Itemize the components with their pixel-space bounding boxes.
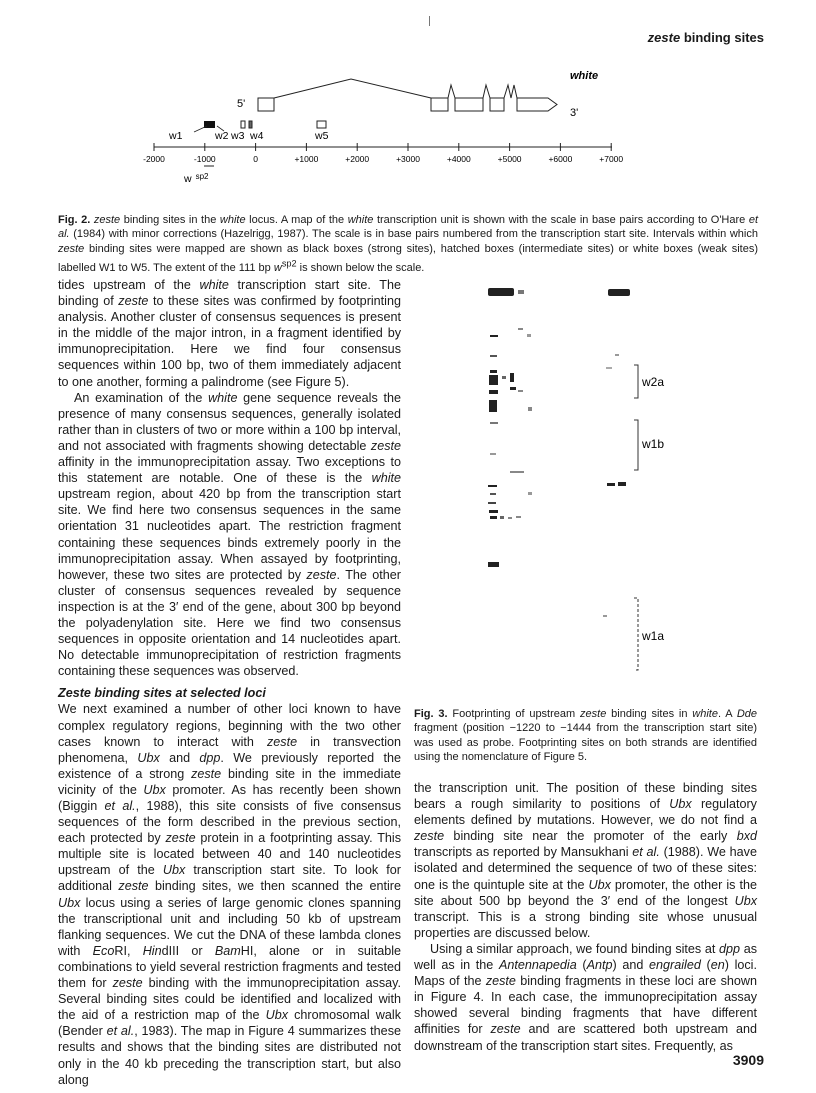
right-column bbox=[414, 780, 757, 1054]
gel-bands-left bbox=[488, 288, 532, 567]
scale-tick-label: -2000 bbox=[143, 154, 165, 164]
scale-tick-label: -1000 bbox=[193, 154, 216, 164]
bracket-w1a bbox=[634, 598, 638, 670]
paragraph: We next examined a number of other loci known to have complex regulatory regions, beginning with the two other cases known to interact with zeste in transvection phenomena, Ubx and dpp. We previously reported the existence of a strong zeste binding site in the immediate vicinity of the Ubx promoter. As has recently been shown (Biggin et al., 1988), this site consists of five consensus sequences of the form described in the previous section, each protected by zeste protein in a footprinting assay. This multiple site is located between 40 and 140 nucleotides upstream of the Ubx transcription start site. To look for additional zeste binding sites, we then scanned the entire Ubx locus using a series of large genomic clones spanning the transcriptional unit and including 50 kb of upstream flanking sequences. We cut the DNA of these lambda clones with EcoRI, HindIII or BamHI, alone or in suitable combinations to yield several restriction fragments and tested them for zeste binding with the immunoprecipitation assay. Several binding sites could be identified and localized with the aid of a restriction map of the Ubx chromosomal walk (Bender et al., 1983). The map in Figure 4 summarizes these results and shows that the binding sites are distributed not only in the 40 kb preceding the transcription start, but also along bbox=[58, 702, 402, 1087]
running-head bbox=[648, 30, 764, 45]
band-label-w1a: w1a bbox=[642, 629, 665, 643]
scan-mark bbox=[429, 16, 430, 26]
site-w2-box bbox=[210, 121, 215, 128]
allele-label-base: w bbox=[184, 173, 192, 185]
three-prime-label: 3' bbox=[570, 107, 579, 119]
site-label-w2: w2 bbox=[215, 130, 229, 142]
exon-4 bbox=[490, 98, 504, 111]
figure-2-svg bbox=[143, 62, 630, 192]
scale-tick-label: +2000 bbox=[345, 154, 370, 164]
site-label-w4: w4 bbox=[250, 130, 264, 142]
paragraph: tides upstream of the white transcription start site. The binding of zeste to these sites was confirmed by footprinting analysis. Another cluster of consensus sequences is present in the middle of the major intron, in a fragment identified by immunoprecipitation. Here we find four consensus sequences within 100 bp, two of them immediately adjacent to one another, forming a palindrome (see Figure 5). bbox=[58, 278, 402, 389]
figure-2-caption-label: Fig. 2. bbox=[58, 214, 91, 226]
allele-label-sup: sp2 bbox=[195, 172, 209, 181]
band-label-w2a: w2a bbox=[642, 375, 665, 389]
site-w4-box bbox=[249, 121, 252, 128]
figure-2-caption-text: zeste binding sites in the white locus. A map of the white transcription unit is shown with the scale in base pairs according to O'Hare et al. (1984) with minor corrections (Hazelrigg, 1987). The scale is in base pairs numbered from the transcription start site. Intervals within which zeste binding sites were mapped are shown as black boxes (strong sites), hatched boxes (intermediate sites) or white boxes (weak sites) labelled W1 to W5. The extent of the 111 bp $w^{sp2}$ is shown below the scale. bbox=[58, 214, 759, 274]
scale-tick-label: +6000 bbox=[548, 154, 573, 164]
figure-3-svg bbox=[470, 280, 700, 690]
five-prime-label: 5' bbox=[237, 98, 246, 110]
section-heading: Zeste binding sites at selected loci bbox=[58, 686, 266, 701]
exon-2 bbox=[431, 98, 448, 111]
figure-3-caption-label: Fig. 3. bbox=[414, 708, 448, 720]
site-w5-box bbox=[317, 121, 326, 128]
scale-tick-label: +1000 bbox=[294, 154, 319, 164]
exon-3 bbox=[455, 98, 483, 111]
scale-tick-label: 0 bbox=[253, 154, 258, 164]
site-label-w1: w1 bbox=[169, 130, 183, 142]
intron-small-2 bbox=[483, 85, 490, 98]
site-w3-box bbox=[241, 121, 245, 128]
exon-1 bbox=[258, 98, 274, 111]
intron-small-3 bbox=[504, 85, 517, 98]
page-number: 3909 bbox=[732, 1052, 764, 1068]
left-column bbox=[58, 277, 401, 1088]
gene-label: white bbox=[570, 70, 599, 82]
intron-line bbox=[274, 79, 431, 98]
scale-ticks bbox=[143, 143, 623, 164]
figure-3-caption bbox=[414, 707, 757, 764]
bracket-w1b bbox=[634, 420, 638, 470]
figure-3-gel bbox=[470, 280, 700, 690]
paragraph: Using a similar approach, we found binding sites at dpp as well as in the Antennapedia (Antp) and engrailed (en) loci. Maps of the zeste binding fragments in these loci are shown in Figure 4. In each case, the immunoprecipitation assay showed several binding fragments that have different affinities for zeste and are scattered both upstream and downstream of the transcription start sites. Frequently, as bbox=[414, 941, 757, 1053]
running-head-rest: binding sites bbox=[680, 30, 764, 45]
allele-label bbox=[183, 172, 209, 185]
band-label-w1b: w1b bbox=[642, 437, 665, 451]
exon-last-arrow bbox=[517, 98, 557, 111]
running-head-italic: zeste bbox=[647, 30, 681, 45]
scale-tick-label: +5000 bbox=[497, 154, 522, 164]
figure-2-locus-map bbox=[143, 62, 630, 192]
bracket-w2a bbox=[634, 365, 638, 398]
intron-small-1 bbox=[448, 85, 455, 98]
paragraph: An examination of the white gene sequence reveals the presence of many consensus sequences, generally isolated rather than in clusters of two or more within a 100 bp interval, and not associated with fragments showing detectable zeste affinity in the immunoprecipitation assay. Two exceptions to this statement are notable. One of these is the white upstream region, about 420 bp from the transcription start site. We find here two consensus sequences in the same orientation 31 nucleotides apart. The restriction fragment containing these sequences binds extremely poorly in the immunoprecipitation assay. When assayed by footprinting, however, these two sites are protected by zeste. The other cluster of consensus sequences revealed by sequence inspection is at the 3′ end of the gene, about 300 bp beyond the polyadenylation site. Here we find two consensus sequences in opposite orientation and 14 nucleotides apart. No detectable immunoprecipitation of restriction fragments containing these sequences was observed. bbox=[58, 390, 401, 679]
site-label-w3: w3 bbox=[231, 130, 245, 142]
figure-3-caption-text: Footprinting of upstream zeste binding sites in white. A Dde fragment (position −1220 to −1444 from the transcription start site) was used as probe. Footprinting sites on both strands are identified using the nomenclature of Figure 5. bbox=[414, 708, 758, 763]
scale-tick-label: +7000 bbox=[599, 154, 624, 164]
gel-bands-right bbox=[603, 289, 630, 617]
figure-2-caption bbox=[58, 213, 758, 275]
paragraph: the transcription unit. The position of these binding sites bears a rough similarity to positions of Ubx regulatory elements defined by mutations. However, we do not find a zeste binding site near the promoter of the early bxd transcripts as reported by Mansukhani et al. (1988). We have isolated and determined the sequence of two of these sites: one is the quintuple site at the Ubx promoter, the other is the site about 500 bp beyond the 3′ end of the longest Ubx transcript. This is a strong binding site whose unusual properties are discussed below. bbox=[414, 781, 757, 940]
scale-tick-label: +4000 bbox=[446, 154, 471, 164]
site-label-w5: w5 bbox=[315, 130, 329, 142]
scale-tick-label: +3000 bbox=[396, 154, 420, 164]
